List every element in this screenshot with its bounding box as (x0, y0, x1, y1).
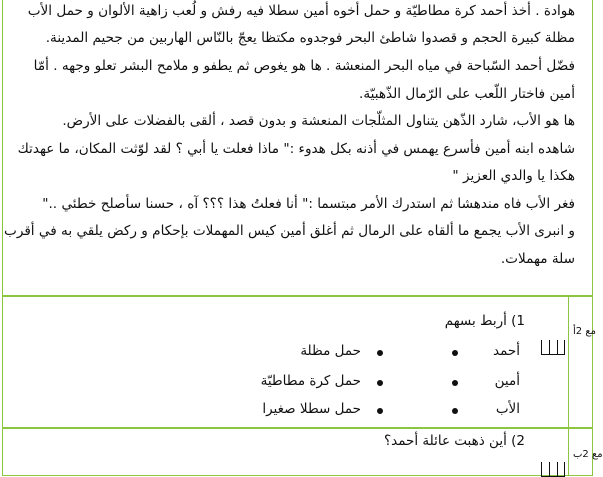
question-2-score-label: مع 2ب (573, 449, 603, 460)
match-left-dot-3[interactable] (452, 408, 458, 414)
match-left-item-ahmad: أحمد (493, 343, 520, 359)
match-right-item-ball: حمل كرة مطاطيّة (260, 373, 361, 389)
question-1-score-label: مع 2أ (573, 326, 597, 337)
story-line-6: شاهده ابنه أمين فأسرع يهمس في أذنه بكل هدوء :" ماذا فعلت يا أبي ؟ لقد لوّثت المكان، ما عهدتك (17, 141, 575, 157)
match-right-dot-1[interactable] (377, 350, 383, 356)
question-2-title: 2) أين ذهبت عائلة أحمد؟ (383, 433, 525, 449)
match-right-item-bucket: حمل سطلا صغيرا (262, 401, 361, 417)
story-line-4: أمين فاختار اللّعب على الرّمال الذّهبيّة. (359, 86, 575, 102)
score-column-divider (568, 296, 569, 428)
story-line-9: و انبرى الأب يجمع ما ألقاه على الرمال ثم أغلق أمين كيس المهملات بإحكام و ركض يلقي به في أقرب (4, 223, 575, 239)
match-left-dot-2[interactable] (452, 380, 458, 386)
question-2-score-boxes (541, 462, 565, 477)
match-left-item-amin: أمين (494, 373, 520, 389)
story-line-5: ها هو الأب، شارد الذّهن يتناول المثلّجات المنعشة و بدون قصد ، ألقى بالفضلات على الأرض. (62, 113, 575, 129)
story-line-2: مظلة كبيرة الحجم و قصدوا شاطئ البحر فوجدوه مكتظا يعجّ بالنّاس الهاربين من جحيم المدينة. (45, 30, 575, 46)
story-line-1: هوادة . أخذ أحمد كرة مطاطيّة و حمل أخوه أمين سطلا فيه رفش و لُعب زاهية الألوان و حمل الأب (27, 3, 575, 19)
story-line-10: سلة مهملات. (500, 251, 575, 267)
match-left-item-father: الأب (495, 401, 520, 417)
story-line-3: فضّل أحمد السّباحة في مياه البحر المنعشة . ها هو يغوص ثم يطفو و ملامح البشر تعلو وجهه . أمّا (33, 58, 575, 74)
story-line-7: هكذا يا والدي العزيز " (452, 168, 575, 184)
story-line-8: فغر الأب فاه مندهشا ثم استدرك الأمر مبتسما :" أنا فعلتُ هذا ؟؟؟ آه ، حسنا سأصلح خطئي .." (42, 196, 575, 212)
question-1-title: 1) أربط بسهم (444, 313, 525, 329)
match-right-dot-2[interactable] (377, 380, 383, 386)
match-right-item-umbrella: حمل مظلة (300, 343, 361, 359)
match-left-dot-1[interactable] (452, 350, 458, 356)
question-1-score-boxes (541, 340, 565, 355)
match-right-dot-3[interactable] (377, 408, 383, 414)
score-column-divider-2 (568, 428, 569, 476)
